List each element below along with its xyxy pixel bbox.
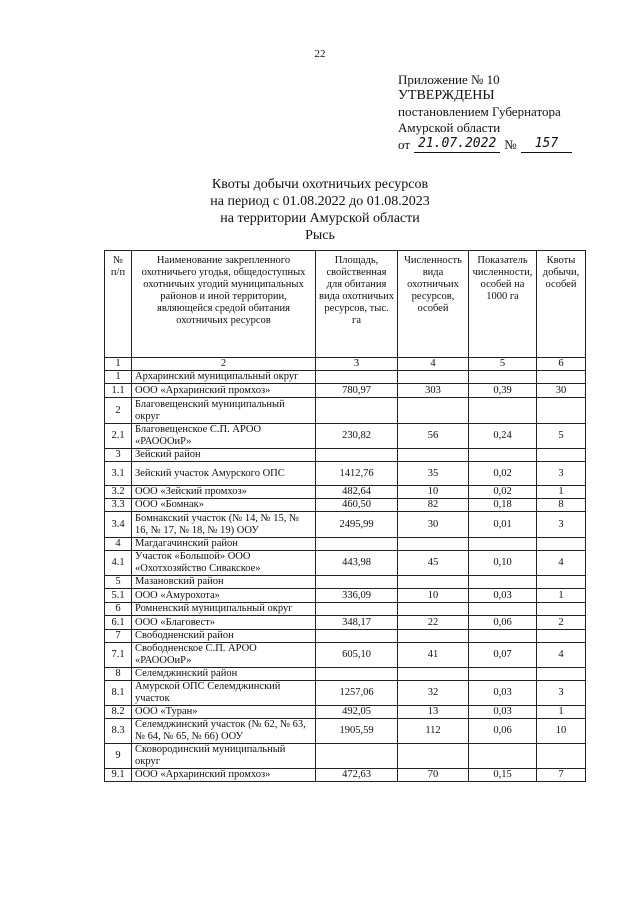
row-quota: 3 [537,462,586,486]
header-index: № п/п [105,251,132,358]
row-name: Амурской ОПС Селемджинский участок [132,681,316,706]
row-area: 336,09 [316,589,398,603]
row-index: 6 [105,603,132,616]
row-count [398,576,469,589]
row-count: 30 [398,512,469,538]
row-density [469,603,537,616]
region-label: Амурской области [398,120,501,135]
row-quota: 5 [537,424,586,449]
row-name: ООО «Туран» [132,706,316,719]
row-density: 0,18 [469,499,537,512]
document-title [0,176,640,244]
row-count: 82 [398,499,469,512]
approval-block [398,72,572,153]
row-index: 9 [105,744,132,769]
row-quota [537,576,586,589]
handwritten-number: 157 [521,136,572,153]
row-quota: 3 [537,681,586,706]
column-number: 5 [469,358,537,371]
row-count [398,668,469,681]
row-density: 0,39 [469,384,537,398]
row-count: 112 [398,719,469,744]
title-line-2: на период с 01.08.2022 до 01.08.2023 [210,194,430,209]
row-count: 22 [398,616,469,630]
row-quota: 4 [537,551,586,576]
row-density: 0,03 [469,706,537,719]
row-name: Свободненское С.П. АРОО «РАОООиР» [132,643,316,668]
row-count: 10 [398,589,469,603]
table-row [105,589,586,603]
row-quota [537,630,586,643]
row-area [316,630,398,643]
row-area [316,538,398,551]
table-row [105,769,586,782]
date-prefix: от [398,137,411,152]
header-density: Показатель численности, особей на 1000 га [469,251,537,358]
row-name: Селемджинский участок (№ 62, № 63, № 64, № 65, № 66) ООУ [132,719,316,744]
column-number: 6 [537,358,586,371]
row-quota [537,371,586,384]
row-name: ООО «Благовест» [132,616,316,630]
decree-date-line [398,136,572,153]
row-index: 1.1 [105,384,132,398]
row-quota: 1 [537,589,586,603]
number-prefix: № [504,137,517,152]
row-area: 2495,99 [316,512,398,538]
table-body [105,371,586,782]
row-area [316,744,398,769]
row-density: 0,07 [469,643,537,668]
row-count: 303 [398,384,469,398]
row-name: Мазановский район [132,576,316,589]
row-count: 70 [398,769,469,782]
row-quota [537,398,586,424]
row-name: ООО «Зейский промхоз» [132,486,316,499]
quota-table [104,250,586,782]
table-row [105,512,586,538]
row-name: Участок «Большой» ООО «Охотхозяйство Сивакское» [132,551,316,576]
row-area: 492,05 [316,706,398,719]
row-density: 0,10 [469,551,537,576]
row-area [316,603,398,616]
row-quota [537,449,586,462]
table-row [105,486,586,499]
row-name: Магдагачинский район [132,538,316,551]
appendix-label: Приложение № 10 [398,72,500,87]
row-count [398,449,469,462]
table-row [105,706,586,719]
row-density: 0,06 [469,616,537,630]
row-count [398,371,469,384]
row-quota: 2 [537,616,586,630]
row-name: Зейский участок Амурского ОПС [132,462,316,486]
row-area [316,576,398,589]
table-row [105,668,586,681]
table-row [105,462,586,486]
table-row [105,643,586,668]
row-density: 0,02 [469,486,537,499]
row-name: ООО «Архаринский промхоз» [132,384,316,398]
row-density: 0,03 [469,589,537,603]
row-name: Архаринский муниципальный округ [132,371,316,384]
row-index: 8 [105,668,132,681]
table-row [105,681,586,706]
table-row [105,630,586,643]
table-row [105,551,586,576]
row-count: 32 [398,681,469,706]
row-index: 3 [105,449,132,462]
row-count: 41 [398,643,469,668]
row-quota: 1 [537,706,586,719]
table-row [105,744,586,769]
row-quota [537,603,586,616]
table-header-row [105,251,586,358]
row-name: Бомнакский участок (№ 14, № 15, № 16, № 17, № 18, № 19) ООУ [132,512,316,538]
row-index: 4.1 [105,551,132,576]
row-density: 0,06 [469,719,537,744]
table-row [105,371,586,384]
header-count: Численность вида охотничьих ресурсов, особей [398,251,469,358]
row-index: 5.1 [105,589,132,603]
row-index: 2.1 [105,424,132,449]
row-name: Свободненский район [132,630,316,643]
table-row [105,499,586,512]
row-area [316,371,398,384]
row-name: Ромненский муниципальный округ [132,603,316,616]
header-quota: Квоты добычи, особей [537,251,586,358]
row-name: Сковородинский муниципальный округ [132,744,316,769]
row-area: 460,50 [316,499,398,512]
row-index: 7.1 [105,643,132,668]
row-area: 472,63 [316,769,398,782]
row-area: 605,10 [316,643,398,668]
row-index: 5 [105,576,132,589]
row-name: Благовещенское С.П. АРОО «РАОООиР» [132,424,316,449]
row-density [469,538,537,551]
table-row [105,603,586,616]
header-area: Площадь, свойственная для обитания вида охотничьих ресурсов, тыс. га [316,251,398,358]
row-density: 0,01 [469,512,537,538]
page-number: 22 [314,48,326,60]
row-area: 1412,76 [316,462,398,486]
row-index: 9.1 [105,769,132,782]
row-count: 13 [398,706,469,719]
row-quota [537,744,586,769]
row-quota: 1 [537,486,586,499]
row-count [398,398,469,424]
row-density: 0,15 [469,769,537,782]
column-number: 3 [316,358,398,371]
row-area: 780,97 [316,384,398,398]
row-density [469,576,537,589]
row-count: 10 [398,486,469,499]
row-index: 8.3 [105,719,132,744]
row-count: 56 [398,424,469,449]
row-index: 6.1 [105,616,132,630]
column-number-row [105,358,586,371]
row-index: 7 [105,630,132,643]
row-count [398,630,469,643]
row-index: 1 [105,371,132,384]
row-quota: 10 [537,719,586,744]
row-name: ООО «Бомнак» [132,499,316,512]
column-number: 4 [398,358,469,371]
header-name: Наименование закрепленного охотничьего угодья, общедоступных охотничьих угодий муниципальных районов и иной территории, являющейся средой обитания охотничьих ресурсов [132,251,316,358]
row-density: 0,03 [469,681,537,706]
row-index: 3.4 [105,512,132,538]
row-density: 0,02 [469,462,537,486]
row-index: 8.1 [105,681,132,706]
row-area [316,668,398,681]
row-index: 3.2 [105,486,132,499]
row-density [469,371,537,384]
row-index: 3.3 [105,499,132,512]
row-name: Благовещенский муниципальный округ [132,398,316,424]
row-area: 443,98 [316,551,398,576]
row-area [316,398,398,424]
row-count: 35 [398,462,469,486]
row-name: Зейский район [132,449,316,462]
row-quota: 4 [537,643,586,668]
row-index: 3.1 [105,462,132,486]
table-row [105,384,586,398]
title-line-1: Квоты добычи охотничьих ресурсов [211,177,429,192]
row-quota: 7 [537,769,586,782]
row-density [469,668,537,681]
row-area: 1257,06 [316,681,398,706]
row-area: 230,82 [316,424,398,449]
approved-label: УТВЕРЖДЕНЫ [398,88,495,103]
row-count [398,744,469,769]
row-quota: 3 [537,512,586,538]
row-density [469,744,537,769]
row-area [316,449,398,462]
decree-label: постановлением Губернатора [398,104,561,119]
row-area: 1905,59 [316,719,398,744]
table-row [105,616,586,630]
handwritten-date: 21.07.2022 [414,136,500,153]
column-number: 1 [105,358,132,371]
column-number: 2 [132,358,316,371]
row-density [469,449,537,462]
row-index: 8.2 [105,706,132,719]
title-line-3: на территории Амурской области [220,211,420,226]
row-name: Селемджинский район [132,668,316,681]
row-index: 4 [105,538,132,551]
row-density: 0,24 [469,424,537,449]
row-quota [537,538,586,551]
row-quota: 30 [537,384,586,398]
table-row [105,449,586,462]
table-row [105,538,586,551]
row-count [398,603,469,616]
table-row [105,576,586,589]
row-quota [537,668,586,681]
row-name: ООО «Архаринский промхоз» [132,769,316,782]
row-density [469,398,537,424]
title-species: Рысь [305,228,335,243]
row-density [469,630,537,643]
row-count [398,538,469,551]
row-quota: 8 [537,499,586,512]
row-name: ООО «Амурохота» [132,589,316,603]
row-area: 348,17 [316,616,398,630]
row-area: 482,64 [316,486,398,499]
table-row [105,719,586,744]
row-index: 2 [105,398,132,424]
table-row [105,424,586,449]
table-row [105,398,586,424]
row-count: 45 [398,551,469,576]
